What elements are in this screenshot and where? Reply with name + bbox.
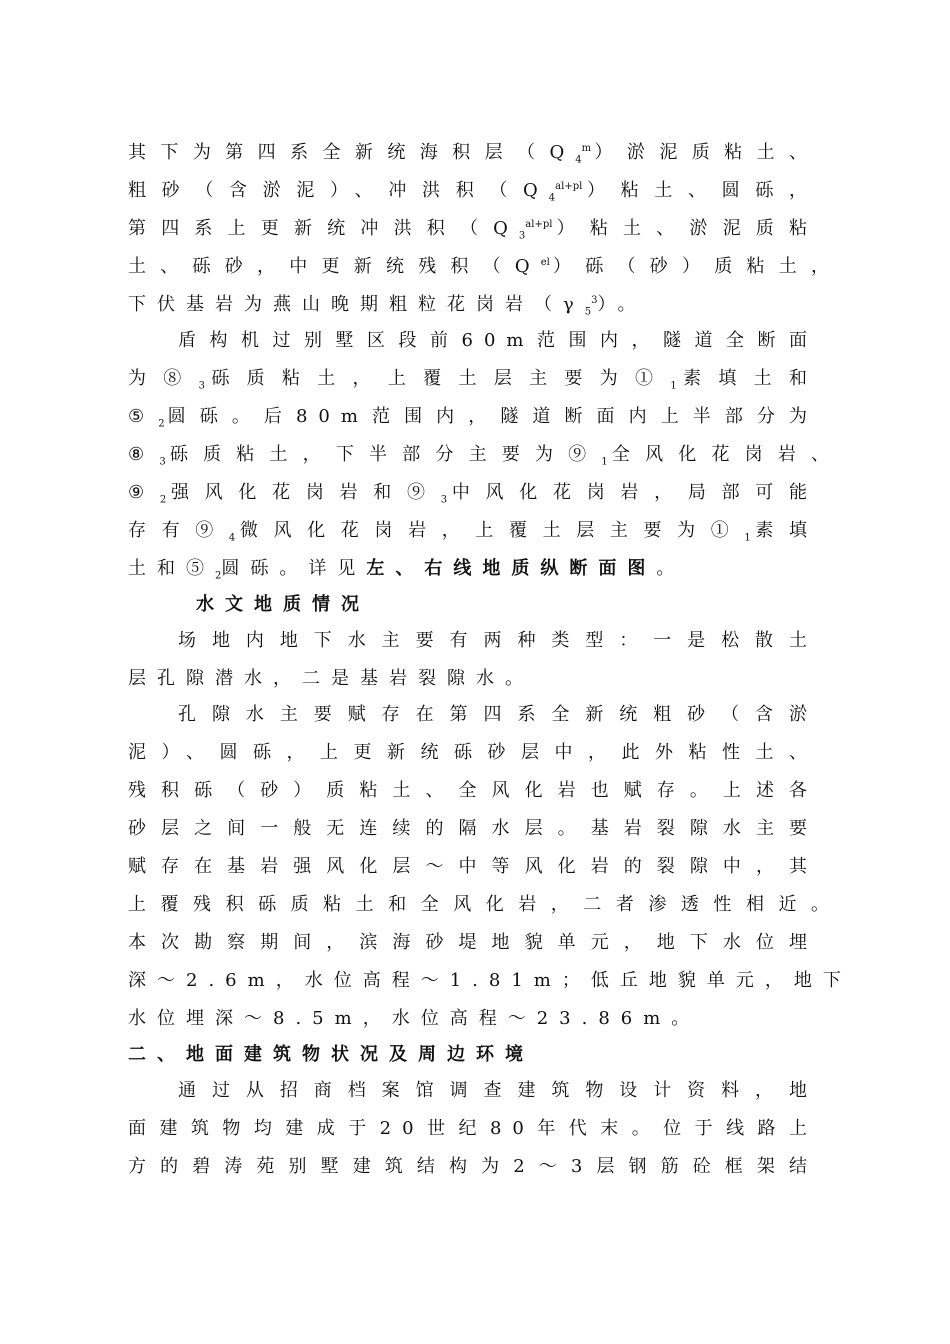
section-heading: 二、地面建筑物状况及周边环境 xyxy=(128,1044,534,1065)
text-run: 砂层之间一般无连续的隔水层。基岩裂隙水主要 xyxy=(128,818,818,839)
text-run: 素填 xyxy=(750,520,819,541)
text-run: 本次勘察期间，滨海砂堤地貌单元，地下水位埋 xyxy=(128,932,818,953)
text-line xyxy=(178,627,818,655)
text-run: ）粘土、圆砾， xyxy=(582,180,818,201)
section-heading: 水文地质情况 xyxy=(196,594,370,615)
text-run: 残积砾（砂）质粘土、全风化岩也赋存。上述各 xyxy=(128,780,818,801)
text-run: 砾质粘土，上覆土层主要为① xyxy=(205,368,671,389)
subscript: 4 xyxy=(228,532,236,544)
text-run: 存有⑨ xyxy=(128,520,229,541)
text-run: 下伏基岩为燕山晚期粗粒花岗岩（γ xyxy=(128,294,585,315)
text-run: 水位埋深～8.5m，水位高程～23.86m。 xyxy=(128,1008,701,1029)
text-line xyxy=(128,665,818,693)
text-run: 场地内地下水主要有两种类型：一是松散土 xyxy=(178,630,818,651)
text-line xyxy=(128,177,818,205)
text-line xyxy=(128,365,818,393)
subscript: 2 xyxy=(215,570,222,582)
subscript: 3 xyxy=(159,456,166,468)
text-run: ⑤ xyxy=(128,406,159,427)
superscript: al+pl xyxy=(555,181,583,192)
text-run: 圆砾。后80m范围内，隧道断面内上半部分为 xyxy=(164,406,818,427)
figure-reference: 左、右线地质纵断面图 xyxy=(366,558,657,579)
text-run: ）砾（砂）质粘土， xyxy=(549,256,841,277)
text-run: 为⑧ xyxy=(128,368,199,389)
superscript: el xyxy=(540,257,550,268)
text-line xyxy=(128,403,818,431)
text-line xyxy=(128,891,840,919)
text-run: 孔隙水主要赋存在第四系全新统粗砂（含淤 xyxy=(178,704,818,725)
text-line xyxy=(128,555,818,583)
superscript: 3 xyxy=(591,295,598,306)
text-run: 强风化花岗岩和⑨ xyxy=(166,482,441,503)
text-line xyxy=(128,853,818,881)
text-run: 微风化花岗岩，上覆土层主要为① xyxy=(235,520,745,541)
text-line xyxy=(128,739,818,767)
superscript: al+pl xyxy=(525,219,553,230)
subscript: 5 xyxy=(584,306,592,318)
text-line xyxy=(128,253,840,281)
text-line xyxy=(128,139,818,167)
subscript: 3 xyxy=(518,230,526,242)
text-run: 深～2.6m，水位高程～1.81m；低丘地貌单元，地下 xyxy=(128,970,852,991)
text-line xyxy=(128,1153,818,1181)
subscript: 4 xyxy=(548,192,556,204)
text-run: 方的碧涛苑别墅建筑结构为2～3层钢筋砼框架结 xyxy=(128,1156,818,1177)
subscript: 3 xyxy=(440,494,448,506)
text-run: ）淤泥质粘土、 xyxy=(591,142,818,163)
text-line xyxy=(128,967,852,995)
text-run: 土、砾砂，中更新统残积（Q xyxy=(128,256,541,277)
subscript: 2 xyxy=(159,494,167,506)
text-line xyxy=(128,929,818,957)
text-run: 面建筑物均建成于20世纪80年代末。位于线路上 xyxy=(128,1118,818,1139)
text-line xyxy=(128,291,818,319)
subscript: 2 xyxy=(158,418,165,430)
subscript: 1 xyxy=(744,532,751,544)
text-run: 。 xyxy=(656,558,686,579)
text-run: ）。 xyxy=(597,294,647,315)
subscript: 3 xyxy=(198,380,205,392)
text-run: 上覆残积砾质粘土和全风化岩，二者渗透性相近。 xyxy=(128,894,840,915)
text-run: 土和⑤ xyxy=(128,558,215,579)
text-line xyxy=(178,327,818,355)
subscript: 1 xyxy=(670,380,677,392)
text-line xyxy=(128,1005,818,1033)
superscript: m xyxy=(581,143,592,154)
text-line xyxy=(128,815,818,843)
text-run: 盾构机过别墅区段前60m范围内，隧道全断面 xyxy=(178,330,818,351)
text-run: ⑨ xyxy=(128,482,160,503)
text-run: 砾质粘土，下半部分主要为⑨ xyxy=(165,444,602,465)
text-run: 泥）、圆砾，上更新统砾砂层中，此外粘性土、 xyxy=(128,742,818,763)
text-run: 通过从招商档案馆调查建筑物设计资料，地 xyxy=(178,1080,818,1101)
text-line xyxy=(128,215,818,243)
text-run: 中风化花岗岩，局部可能 xyxy=(447,482,819,503)
text-run: 层孔隙潜水，二是基岩裂隙水。 xyxy=(128,668,534,689)
text-line xyxy=(178,701,818,729)
text-line xyxy=(178,1077,818,1105)
text-run: 第四系上更新统冲洪积（Q xyxy=(128,218,519,239)
text-line xyxy=(128,441,840,469)
text-run: 圆砾。详见 xyxy=(221,558,367,579)
text-run: ）粘土、淤泥质粘 xyxy=(552,218,819,239)
text-run: 粗砂（含淤泥）、冲洪积（Q xyxy=(128,180,549,201)
text-run: 赋存在基岩强风化层～中等风化岩的裂隙中，其 xyxy=(128,856,818,877)
subscript: 1 xyxy=(601,456,608,468)
text-line xyxy=(128,517,818,545)
text-line xyxy=(128,777,818,805)
text-run: 素填土和 xyxy=(676,368,818,389)
text-line xyxy=(128,1115,818,1143)
text-run: 全风化花岗岩、 xyxy=(607,444,841,465)
text-run: 其下为第四系全新统海积层（Q xyxy=(128,142,576,163)
text-run: ⑧ xyxy=(128,444,160,465)
text-line xyxy=(128,479,818,507)
subscript: 4 xyxy=(575,154,582,166)
